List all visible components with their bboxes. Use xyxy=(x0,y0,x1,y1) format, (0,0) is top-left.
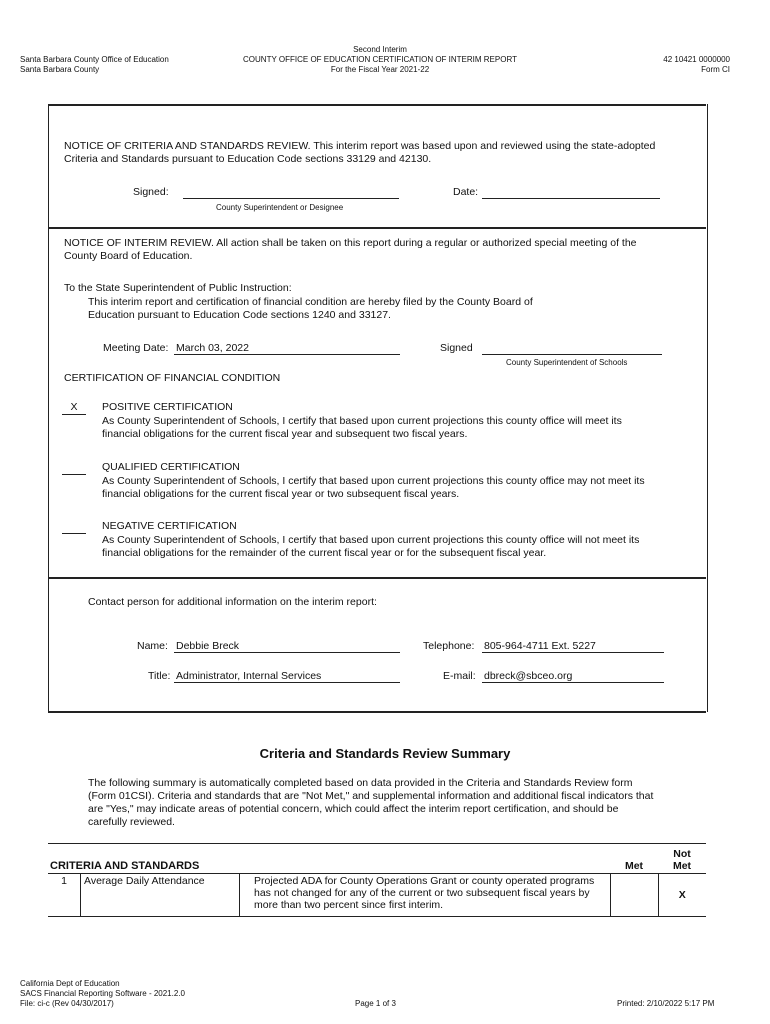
fiscal-year: For the Fiscal Year 2021-22 xyxy=(330,65,430,74)
cds-code: 42 10421 0000000 xyxy=(663,55,730,64)
county-office-name: Santa Barbara County Office of Education xyxy=(20,55,169,64)
row-met xyxy=(610,874,658,917)
footer-printed: Printed: 2/10/2022 5:17 PM xyxy=(617,999,715,1008)
header-right xyxy=(600,55,730,75)
criteria-signed-label: Signed: xyxy=(133,186,169,198)
certification-heading: CERTIFICATION OF FINANCIAL CONDITION xyxy=(64,372,281,384)
qualified-title: QUALIFIED CERTIFICATION xyxy=(102,461,240,473)
footer-software: SACS Financial Reporting Software - 2021.2.0 xyxy=(20,989,185,998)
contact-title-value: Administrator, Internal Services xyxy=(176,670,322,682)
col-met2-label: Met xyxy=(672,860,692,872)
positive-text: As County Superintendent of Schools, I certify that based upon current projections this county office will meet its financial obligations for the current fiscal year and subsequent two fiscal years. xyxy=(102,415,622,440)
contact-telephone-value: 805-964-4711 Ext. 5227 xyxy=(484,640,596,652)
interim-body: This interim report and certification of financial condition are hereby filed by the County Board of Education pursuant to Education Code sections 1240 and 33127. xyxy=(88,296,533,321)
negative-title: NEGATIVE CERTIFICATION xyxy=(102,520,237,532)
negative-text: As County Superintendent of Schools, I certify that based upon current projections this county office will not meet its financial obligations for the remainder of the current fiscal year or for the subsequent fiscal year. xyxy=(102,534,640,559)
contact-intro: Contact person for additional information on the interim report: xyxy=(88,596,377,608)
positive-certification xyxy=(62,401,662,447)
meeting-date-value: March 03, 2022 xyxy=(176,342,249,354)
county-name: Santa Barbara County xyxy=(20,65,100,74)
summary-text: The following summary is automatically completed based on data provided in the Criteria and Standards Review form (Form 01CSI). Criteria and standards that are "Not Met," and supplemental information and additional fiscal indicators that are "Yes," may indicate areas of potential concern, which could affect the interim report certification, and should be carefully reviewed. xyxy=(88,777,654,828)
row-not-met: X xyxy=(678,889,686,901)
row-number: 1 xyxy=(48,874,81,917)
contact-telephone-line xyxy=(482,652,664,653)
criteria-date-label: Date: xyxy=(453,186,479,198)
meeting-date-line xyxy=(174,354,400,355)
footer-left xyxy=(20,979,185,1009)
meeting-date-label: Meeting Date: xyxy=(103,342,169,354)
contact-email-value: dbreck@sbceo.org xyxy=(484,670,573,682)
positive-title: POSITIVE CERTIFICATION xyxy=(102,401,233,413)
criteria-notice-text: NOTICE OF CRITERIA AND STANDARDS REVIEW. This interim report was based upon and reviewed using the state-adopted Criteria and Standards pursuant to Education Code sections 33129 and 42130. xyxy=(64,140,656,165)
header-left xyxy=(20,55,220,75)
row-name: Average Daily Attendance xyxy=(81,874,240,917)
form-id: Form CI xyxy=(701,65,730,74)
box-top-rule xyxy=(48,104,706,106)
interim-notice-text: NOTICE OF INTERIM REVIEW. All action shall be taken on this report during a regular or authorized special meeting of the County Board of Education. xyxy=(64,237,637,262)
row-description: Projected ADA for County Operations Grant or county operated programs has not changed for any of the current or two subsequent fiscal years by more than two percent since first interim. xyxy=(240,874,611,917)
negative-certification xyxy=(62,520,662,566)
interim-signer-caption: County Superintendent of Schools xyxy=(506,358,628,367)
report-period: Second Interim xyxy=(353,45,407,54)
interim-to-line: To the State Superintendent of Public Instruction: xyxy=(64,282,292,294)
interim-signed-label: Signed xyxy=(440,342,473,354)
col-met-header: Met xyxy=(624,860,644,872)
footer-dept: California Dept of Education xyxy=(20,979,120,988)
col-not-met-header xyxy=(658,843,706,874)
criteria-signature-line[interactable] xyxy=(183,198,399,199)
contact-name-label: Name: xyxy=(137,640,168,652)
criteria-table xyxy=(48,843,706,917)
contact-title-line xyxy=(174,682,400,683)
contact-name-value: Debbie Breck xyxy=(176,640,240,652)
contact-email-label: E-mail: xyxy=(443,670,476,682)
footer-file: File: ci-c (Rev 04/30/2017) xyxy=(20,999,114,1008)
col-not-label: Not xyxy=(673,848,691,860)
table-header-label: CRITERIA AND STANDARDS xyxy=(50,860,200,872)
contact-title-label: Title: xyxy=(148,670,171,682)
positive-checkbox[interactable]: X xyxy=(62,401,86,415)
box-bottom-rule xyxy=(48,711,706,713)
contact-email-line xyxy=(482,682,664,683)
header-center xyxy=(200,45,560,75)
contact-telephone-label: Telephone: xyxy=(423,640,475,652)
criteria-signer-caption: County Superintendent or Designee xyxy=(216,203,344,212)
criteria-date-line[interactable] xyxy=(482,198,660,199)
contact-name-line xyxy=(174,652,400,653)
summary-heading: Criteria and Standards Review Summary xyxy=(259,746,511,761)
qualified-text: As County Superintendent of Schools, I certify that based upon current projections this county office may not meet its financial obligations for the current fiscal year or two subsequent fiscal years. xyxy=(102,475,645,500)
table-row xyxy=(48,874,706,917)
qualified-certification xyxy=(62,461,662,507)
negative-checkbox[interactable] xyxy=(62,520,86,534)
section-divider-1 xyxy=(48,227,706,229)
interim-signature-line[interactable] xyxy=(482,354,662,355)
report-title: COUNTY OFFICE OF EDUCATION CERTIFICATION OF INTERIM REPORT xyxy=(243,55,517,64)
qualified-checkbox[interactable] xyxy=(62,461,86,475)
footer-page-number: Page 1 of 3 xyxy=(355,999,396,1008)
table-header-row xyxy=(48,843,706,874)
section-divider-2 xyxy=(48,577,706,579)
